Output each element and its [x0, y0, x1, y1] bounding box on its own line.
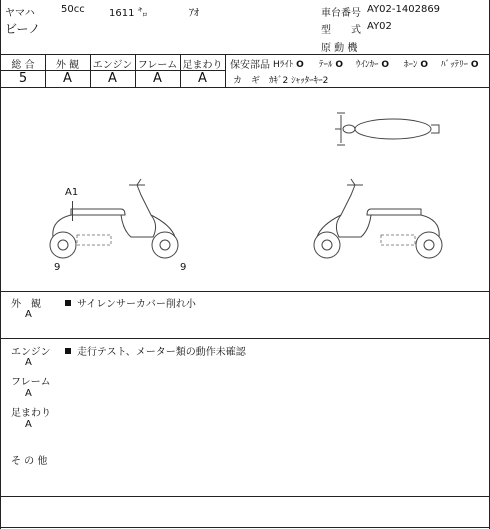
scooter-top-view-diagram	[331, 105, 441, 153]
engine-label: 原 動 機	[321, 43, 358, 54]
rating-exterior: A	[63, 71, 72, 86]
model-alias: ｱｵ	[189, 8, 199, 19]
type-value: AY02	[367, 21, 392, 32]
displacement: 50cc	[61, 4, 85, 15]
rating-header-overall: 総 合	[11, 60, 35, 71]
section-suspension-grade: A	[25, 419, 32, 430]
rating-frame: A	[153, 71, 162, 86]
section-frame-title: フレーム	[11, 377, 51, 388]
damage-label: A1	[65, 187, 79, 198]
section-divider-1	[1, 338, 490, 339]
maker: ヤマハ	[5, 8, 35, 19]
section-exterior-note: サイレンサーカバー削れ小	[65, 295, 196, 310]
equipment-label: 保安部品	[230, 60, 270, 71]
frame-no-label: 車台番号	[321, 8, 361, 19]
section-suspension-title: 足まわり	[11, 408, 51, 419]
equipment-item-headlight: Hﾗｲﾄ O	[273, 60, 304, 70]
sheet-bottom-line	[1, 527, 490, 528]
section-engine-grade: A	[25, 357, 32, 368]
section-divider-2	[1, 496, 490, 497]
mileage: 1611 ㌔	[109, 8, 148, 19]
keys-value: ｶｷﾞ2 ｼｬｯﾀｰｷｰ2	[269, 76, 329, 86]
equipment-item-horn: ﾎｰﾝ O	[404, 60, 429, 70]
rating-overall: 5	[18, 71, 28, 86]
grid-bottom-line	[1, 87, 490, 88]
equipment-item-tail: ﾃｰﾙ O	[319, 60, 344, 70]
bullet-icon	[65, 348, 71, 354]
damage-leader-line	[72, 201, 73, 221]
section-frame-grade: A	[25, 388, 32, 399]
section-exterior-grade: A	[25, 309, 32, 320]
rating-header-engine: エンジン	[92, 60, 133, 71]
front-wheel-mark: 9	[54, 262, 61, 273]
rating-suspension: A	[198, 71, 207, 86]
diagram-bottom-line	[1, 291, 490, 292]
grid-col-5	[225, 54, 226, 87]
model-name: ビーノ	[5, 22, 41, 36]
scooter-side-right-diagram	[301, 175, 451, 270]
rating-header-suspension: 足まわり	[182, 60, 223, 71]
grid-top-line	[1, 54, 490, 55]
section-engine-note: 走行テスト、メーター類の動作未確認	[65, 343, 246, 358]
keys-label: カ ギ	[233, 76, 261, 86]
rear-wheel-mark: 9	[180, 262, 187, 273]
equipment-item-winker: ｳｲﾝｶｰ O	[356, 60, 390, 70]
frame-no: AY02-1402869	[367, 4, 441, 15]
section-other-title: そ の 他	[11, 456, 48, 467]
equipment-item-battery: ﾊﾞｯﾃﾘｰ O	[441, 60, 479, 70]
type-label: 型 式	[321, 25, 361, 36]
rating-header-frame: フレーム	[137, 60, 178, 71]
section-engine-title: エンジン	[11, 347, 51, 358]
rating-header-exterior: 外 観	[55, 60, 80, 71]
section-exterior-title: 外 観	[11, 299, 41, 310]
scooter-side-left-diagram	[41, 175, 191, 270]
bullet-icon	[65, 300, 71, 306]
rating-engine: A	[108, 71, 117, 86]
